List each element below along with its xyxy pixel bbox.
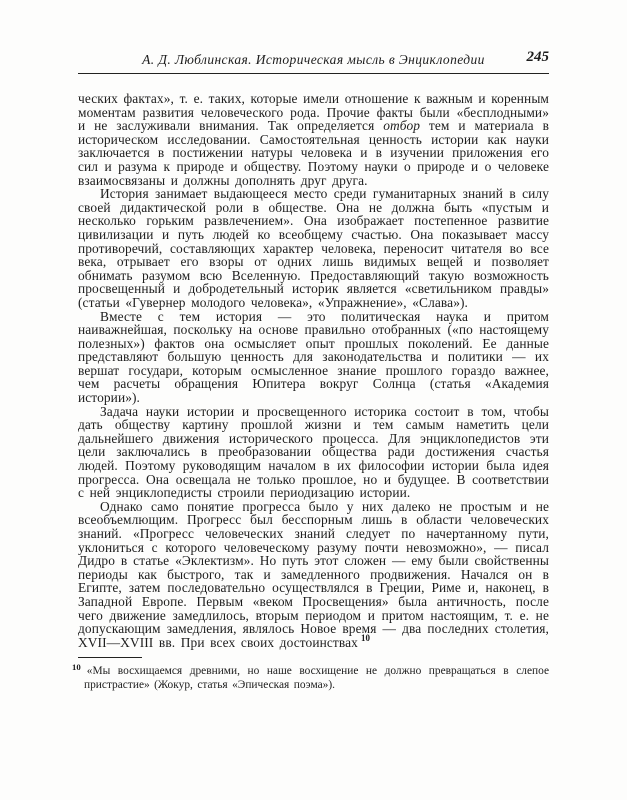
paragraph-1-text: ческих фактах», т. е. таких, которые имели отношение к важным и коренным моментам развития человеческого рода. Прочие факты были «бесплодными» и не заслуживали внимания. Так определяется [78,91,549,134]
footnote-separator [78,657,142,658]
paragraph-5 [78,500,549,650]
header-rule [78,73,549,74]
body-text [78,92,549,649]
page-number: 245 [526,49,549,65]
running-header [78,49,549,68]
footnote-text: «Мы восхищаемся древними, но наше восхищение не должно превращаться в слепое пристрастие» (Жокур, статья «Эпическая поэма»). [84,665,549,691]
paragraph-1-text-cont: тем и материала в историческом исследовании. Самостоятельная ценность истории как науки заключается в постижении натуры человека и в изучении приложения его сил и разума к природе и обществу. Поэтому науки о природе и о человеке взаимосвязаны и должны дополнять друг друга. [78,118,550,188]
footnote-ref: 10 [360,633,371,644]
paragraph-1 [78,92,549,187]
content-column [72,49,550,692]
paragraph-5-text: Однако само понятие прогресса было у них далеко не простым и не всеобъемлющим. Прогресс был бесспорным лишь в области человеческих знаний. «Прогресс человеческих знаний следует по начертанному пути, уклониться с которого человеческому разуму почти невозможно», — писал Дидро в статье «Эклектизм». Но путь этот сложен — ему были свойственны периоды как быстрого, так и замедленного продвижения. Начался он в Египте, затем последовательно осуществлялся в Греции, Риме и, наконец, в Западной Европе. Первым «веком Просвещения» была античность, после чего движение замедлилось, вторым периодом и притом настоящим, т. е. не допускающим замедления, являлось Новое время — два последних столетия, XVII—XVIII вв. При всех своих достоинствах [78,498,549,650]
footnote-marker: 10 [72,661,81,672]
paragraph-3: Вместе с тем история — это политическая наука и притом наиважнейшая, поскольку на основе правильно отобранных («по настоящему полезных») фактов она осмысляет опыт прошлых поколений. Ее данные представляют большую ценность для законодательства и политики — их вершат государи, которым осмысленное знание прошлого гораздо важнее, чем расчеты обращения Юпитера вокруг Солнца (статья «Академия истории»). [78,308,549,406]
running-title: А. Д. Люблинская. Историческая мысль в Энциклопедии [142,52,485,67]
italic-term-otbor: отбор [383,118,421,134]
paragraph-4: Задача науки истории и просвещенного историка состоит в том, чтобы дать обществу картину прошлой жизни и тем самым наметить цели дальнейшего движения исторического процесса. Для энциклопедистов эти цели заключались в преобразовании общества ради достижения счастья людей. Поэтому руководящим началом в их философии истории была идея прогресса. Она освещала не только прошлое, но и будущее. В соответствии с ней энциклопедисты строили периодизацию истории. [78,403,549,501]
footnote [72,661,549,691]
paragraph-2: История занимает выдающееся место среди гуманитарных знаний в силу своей дидактической роли в обществе. Она не должна быть «пустым и несколько горьким развлечением». Она изображает постепенное развитие цивилизации и путь людей ко всеобщему счастью. Она показывает массу противоречий, составляющих характер человека, переносит читателя во все века, отрывает его взоры от одних лишь видимых вещей и позволяет обнимать разумом всю Вселенную. Предоставляющий такую возможность просвещенный и добродетельный историк является «светильником правды» (статьи «Гувернер молодого человека», «Упражнение», «Слава»). [78,186,549,310]
